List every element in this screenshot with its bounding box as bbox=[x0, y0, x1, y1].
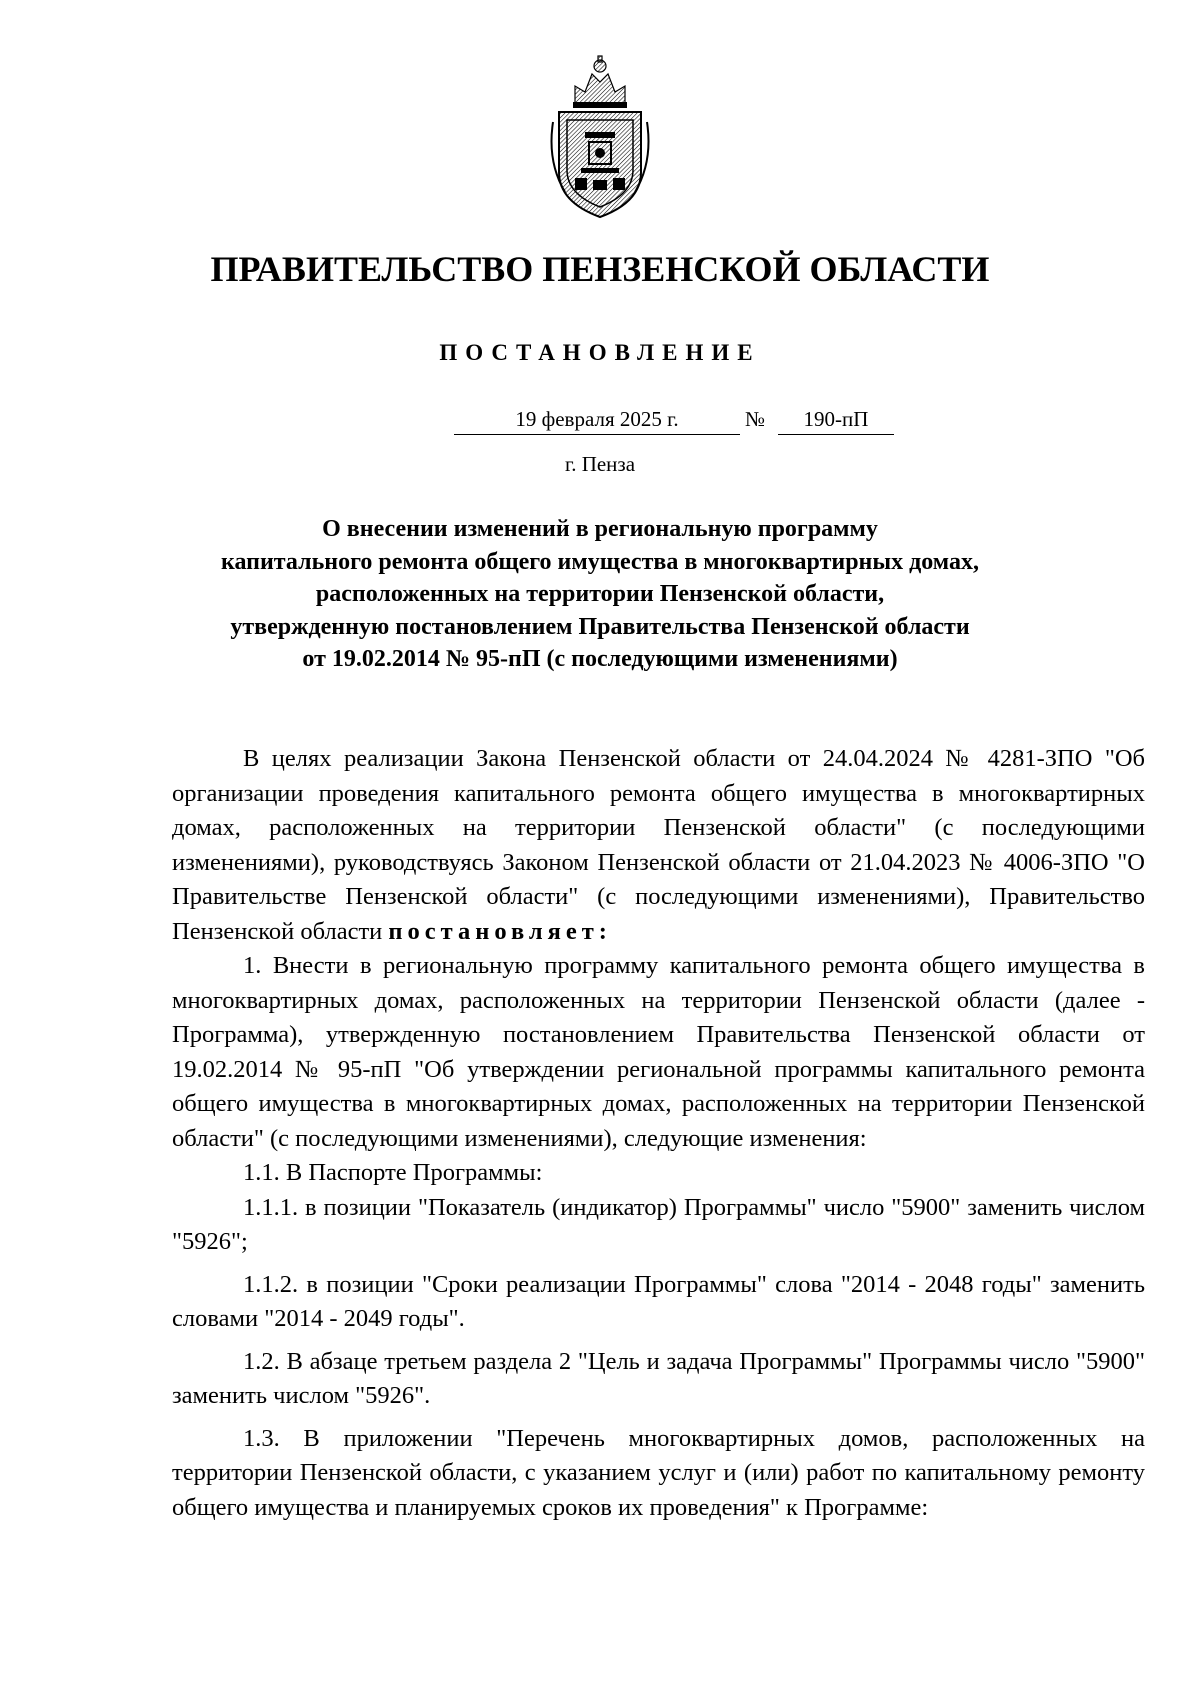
document-body bbox=[172, 742, 1145, 1525]
title-line: расположенных на территории Пензенской области, bbox=[315, 581, 885, 607]
document-number: 190-пП bbox=[778, 407, 894, 435]
coat-of-arms-icon bbox=[545, 52, 655, 222]
number-sign: № bbox=[745, 407, 766, 431]
title-line: капитального ремонта общего имущества в многоквартирных домах, bbox=[221, 548, 979, 575]
body-paragraph: 1.1.1. в позиции "Показатель (индикатор) Программы" число "5900" заменить числом "5926"; bbox=[172, 1193, 1145, 1255]
body-paragraph: 1.1.2. в позиции "Сроки реализации Программы" слова "2014 - 2048 годы" заменить словами "2014 - 2049 годы". bbox=[172, 1270, 1145, 1332]
document-type: ПОСТАНОВЛЕНИЕ bbox=[439, 340, 761, 365]
body-paragraph: 1. Внести в региональную программу капитального ремонта общего имущества в многоквартирных домах, расположенных на территории Пензенской области (далее - Программа), утвержденную постановлением Правительства Пензенской области от 19.02.2014 № 95-пП "Об утверждении региональной программы капитального ремонта общего имущества в многоквартирных домах, расположенных на территории Пензенской области" (с последующими изменениями), следующие изменения: bbox=[172, 952, 1145, 1152]
body-paragraph: 1.3. В приложении "Перечень многоквартирных домов, расположенных на территории Пензенской области, с указанием услуг и (или) работ по капитальному ремонту общего имущества и планируемых сроков их проведения" к Программе: bbox=[172, 1424, 1145, 1521]
body-paragraph: 1.1. В Паспорте Программы: bbox=[243, 1159, 543, 1186]
city: г. Пенза bbox=[564, 452, 636, 476]
title-line: О внесении изменений в региональную программу bbox=[322, 516, 878, 542]
preamble-text: В целях реализации Закона Пензенской области от 24.04.2024 № 4281-ЗПО "Об организации проведения капитального ремонта общего имущества в многоквартирных домах, расположенных на территории Пензенской области" (с последующими изменениями), руководствуясь Законом Пензенской области от 21.04.2023 № 4006-ЗПО "О Правительстве Пензенской области" (с последующими изменениями), Правительство Пензенской области bbox=[172, 745, 1145, 945]
document-date: 19 февраля 2025 г. bbox=[454, 407, 740, 435]
title-line: от 19.02.2014 № 95-пП (с последующими изменениями) bbox=[302, 646, 898, 672]
resolves-word: постановляет: bbox=[388, 917, 612, 945]
document-title bbox=[100, 513, 1100, 676]
body-paragraph: 1.2. В абзаце третьем раздела 2 "Цель и задача Программы" Программы число "5900" заменить числом "5926". bbox=[172, 1347, 1145, 1409]
preamble-paragraph bbox=[172, 742, 1145, 949]
title-line: утвержденную постановлением Правительства Пензенской области bbox=[230, 613, 970, 640]
date-number-line bbox=[0, 407, 1200, 437]
organization-name: ПРАВИТЕЛЬСТВО ПЕНЗЕНСКОЙ ОБЛАСТИ bbox=[210, 249, 990, 289]
